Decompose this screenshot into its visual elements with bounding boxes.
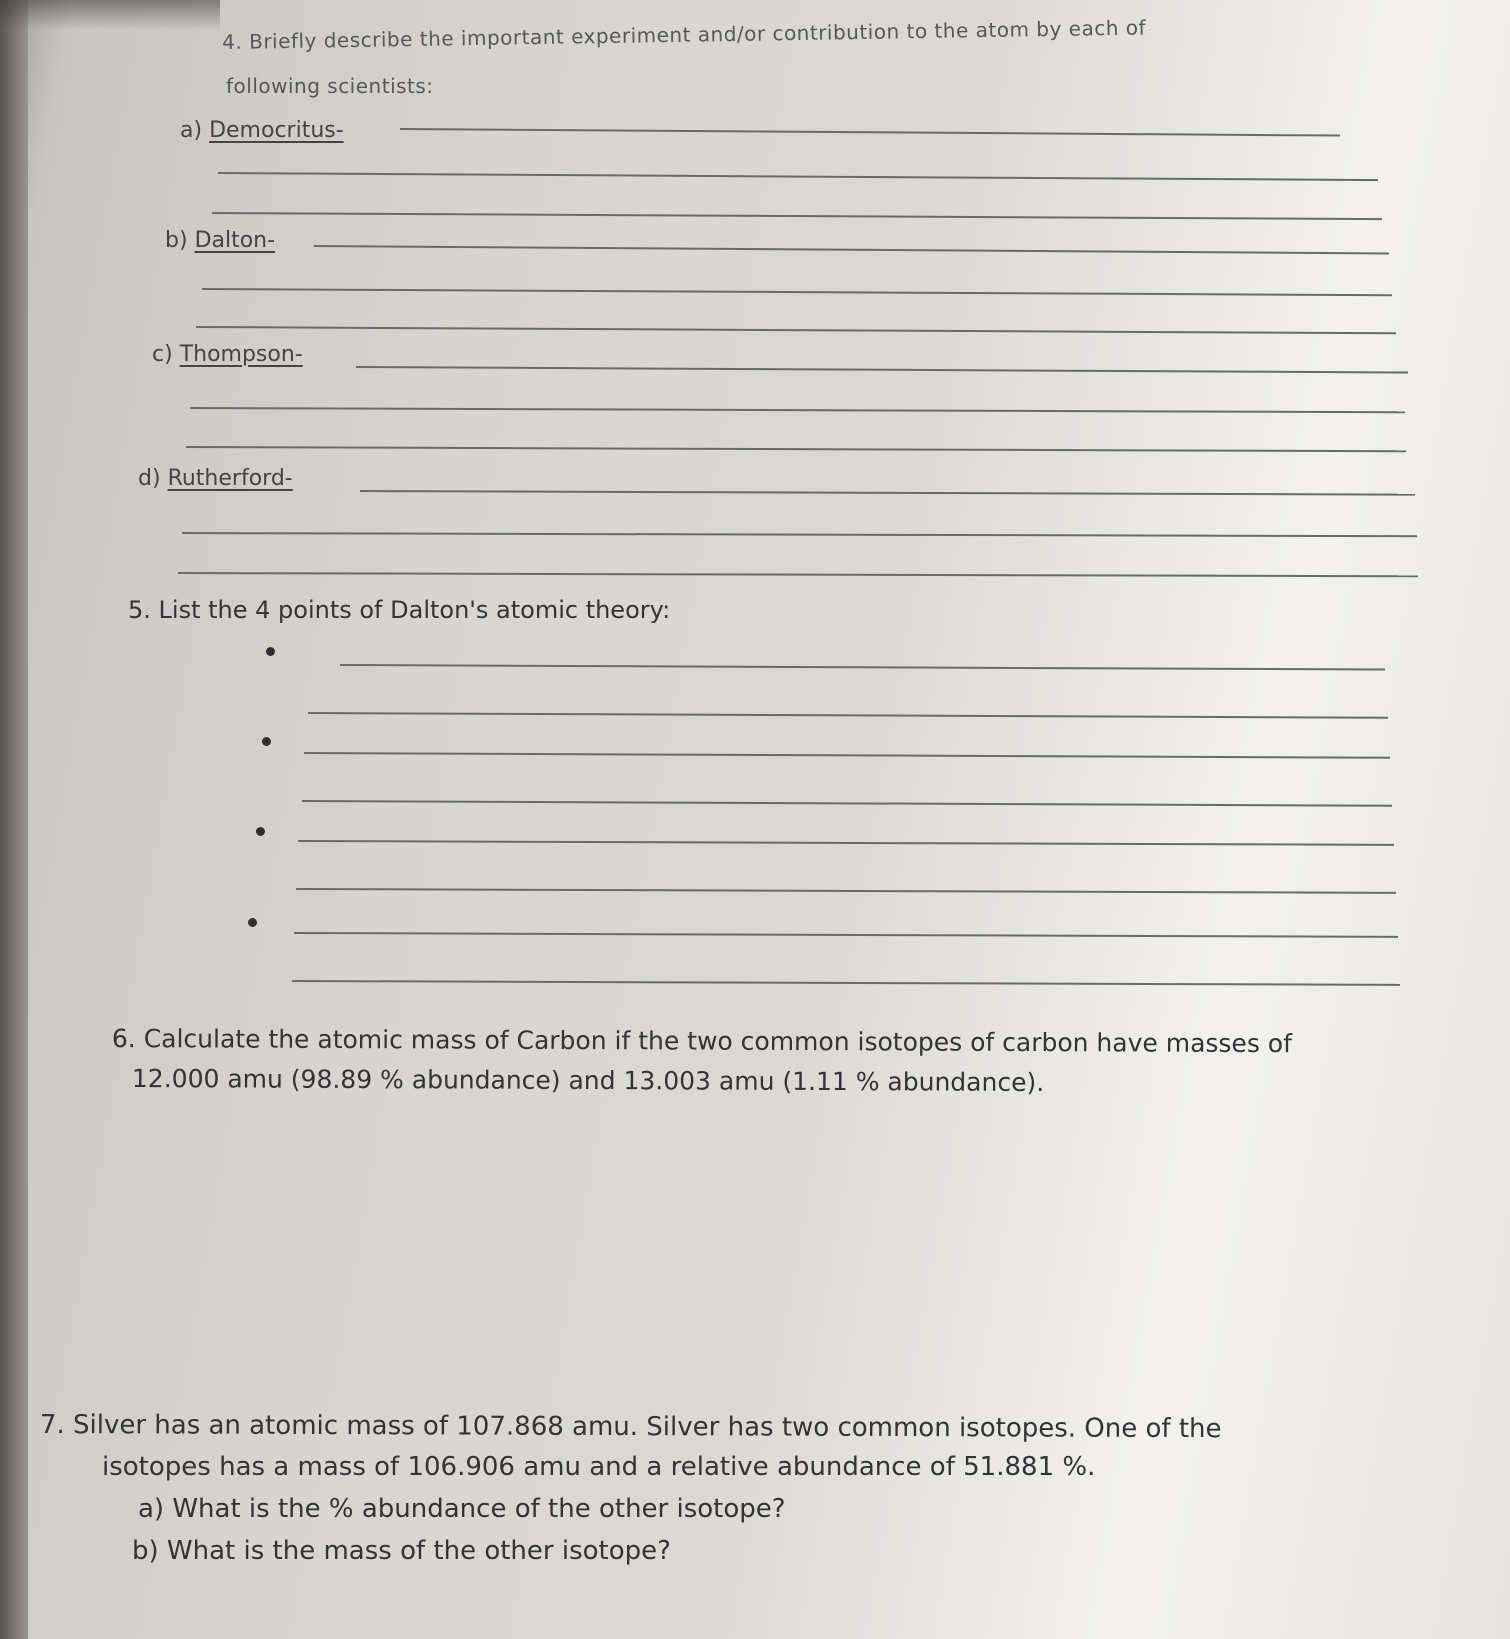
q4d-answer-line-2[interactable]: [182, 532, 1417, 537]
q4b-answer-line-1[interactable]: [314, 245, 1389, 255]
q4a-answer-line-2[interactable]: [218, 172, 1378, 181]
q5-prompt: 5. List the 4 points of Dalton's atomic theory:: [128, 596, 671, 624]
q4c-letter: c): [152, 342, 173, 367]
q5-bullet-3: [256, 827, 265, 836]
q4d-answer-line-1[interactable]: [360, 490, 1415, 496]
q4b-answer-line-2[interactable]: [202, 288, 1392, 296]
q5-point1-line-2[interactable]: [308, 712, 1388, 719]
q6-text-line2: 12.000 amu (98.89 % abundance) and 13.003 amu (1.11 % abundance).: [131, 1064, 1045, 1097]
q4c-answer-line-3[interactable]: [186, 446, 1406, 452]
q7-text-line2: isotopes has a mass of 106.906 amu and a relative abundance of 51.881 %.: [102, 1452, 1096, 1482]
q4a-answer-line-3[interactable]: [212, 212, 1382, 220]
q5-point4-line-1[interactable]: [294, 932, 1398, 938]
q5-point4-line-2[interactable]: [292, 980, 1400, 986]
q4c-answer-line-1[interactable]: [356, 366, 1408, 374]
q5-point2-line-1[interactable]: [304, 752, 1390, 759]
q4d-letter: d): [138, 466, 161, 491]
q5-bullet-1: [266, 647, 275, 656]
q4a-answer-line-1[interactable]: [400, 128, 1340, 137]
q5-point3-line-2[interactable]: [296, 888, 1396, 894]
q5-bullet-2: [262, 737, 271, 746]
q4a-scientist: Democritus-: [209, 118, 344, 143]
q4d-answer-line-3[interactable]: [178, 572, 1418, 577]
page-spine-shadow: [0, 0, 28, 1639]
q7b-question: b) What is the mass of the other isotope?: [132, 1536, 671, 1566]
q4c-scientist: Thompson-: [179, 342, 303, 367]
q4b-letter: b): [165, 228, 188, 253]
q4a-letter: a): [180, 118, 203, 143]
q4-instructions-line1: 4. Briefly describe the important experiment and/or contribution to the atom by each of: [222, 15, 1147, 54]
q5-point1-line-1[interactable]: [340, 664, 1385, 671]
q7-text-line1: 7. Silver has an atomic mass of 107.868 amu. Silver has two common isotopes. One of the: [39, 1410, 1222, 1445]
q4b-answer-line-3[interactable]: [196, 326, 1396, 334]
q5-bullet-4: [248, 918, 257, 927]
q4d-scientist: Rutherford-: [167, 466, 293, 491]
q7a-question: a) What is the % abundance of the other isotope?: [138, 1494, 786, 1524]
q4c-label: [152, 342, 303, 367]
q4c-answer-line-2[interactable]: [190, 407, 1405, 413]
q4-instructions-line2: following scientists:: [226, 74, 434, 98]
page-corner-shadow: [0, 0, 220, 30]
q5-point3-line-1[interactable]: [298, 840, 1394, 846]
q4d-label: [138, 466, 293, 491]
q6-text-line1: 6. Calculate the atomic mass of Carbon if the two common isotopes of carbon have masses of: [111, 1024, 1292, 1059]
q4b-label: [165, 228, 275, 253]
q4b-scientist: Dalton-: [194, 228, 276, 253]
q5-point2-line-2[interactable]: [302, 800, 1392, 807]
q4a-label: [180, 118, 344, 143]
